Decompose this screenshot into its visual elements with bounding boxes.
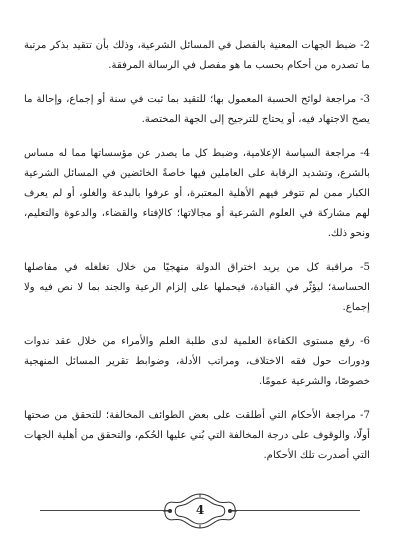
footer-rule-left [40, 510, 172, 511]
paragraph-7: 7- مراجعة الأحكام التي أطلقت على بعض الطوائف المخالفة؛ للتحقق من صحتها أولًا، والوقوف على درجة المخالفة التي بُني عليها الحُكم، والتحقق من أهلية الجهات التي أصدرت تلك الأحكام. [24, 410, 370, 461]
page-number: 4 [195, 503, 205, 517]
paragraph-2: 2- ضبط الجهات المعنية بالفصل في المسائل الشرعية، وذلك بأن تتقيد بذكر مرتبة ما تصدره من أحكام بحسب ما هو مفصل في الرسالة المرفقة. [24, 40, 370, 71]
paragraph-6: 6- رفع مستوى الكفاءة العلمية لدى طلبة العلم والأمراء من خلال عقد ندوات ودورات حول فقه الاختلاف، ومراتب الأدلة، وضوابط تقرير المسائل المنهجية خصوصًا، والشرعية عمومًا. [24, 336, 370, 387]
document-body [24, 36, 370, 480]
paragraph-5: 5- مراقبة كل من يريد اختراق الدولة منهجيًا من خلال تغلغله في مفاصلها الحساسة؛ ليؤثّر في القيادة، فيحملها على إلزام الرعية والجند بما لا نص فيه ولا إجماع. [24, 262, 370, 313]
paragraph-4: 4- مراجعة السياسة الإعلامية، وضبط كل ما يصدر عن مؤسساتها مما له مساس بالشرع، وتشديد الرقابة على العاملين فيها خاصةً الخائضين في المسائل الشرعية الكبار ممن لم تتوفر فيهم الأهلية المعتبرة، أو عرفوا بالبدعة والغلو، أو لم يعرف لهم مشاركة في العلوم الشرعية أو مجالاتها؛ كالإفتاء والقضاء، والدعوة والتعليم، ونحو ذلك. [24, 148, 370, 239]
page-footer [40, 492, 360, 530]
paragraph-3: 3- مراجعة لوائح الحسبة المعمول بها؛ للتقيد بما ثبت في سنة أو إجماع، وإحالة ما يصح الاجتهاد فيه، أو يحتاج للترجيح إلى الجهة المختصة. [24, 94, 370, 125]
footer-rule-right [228, 510, 360, 511]
